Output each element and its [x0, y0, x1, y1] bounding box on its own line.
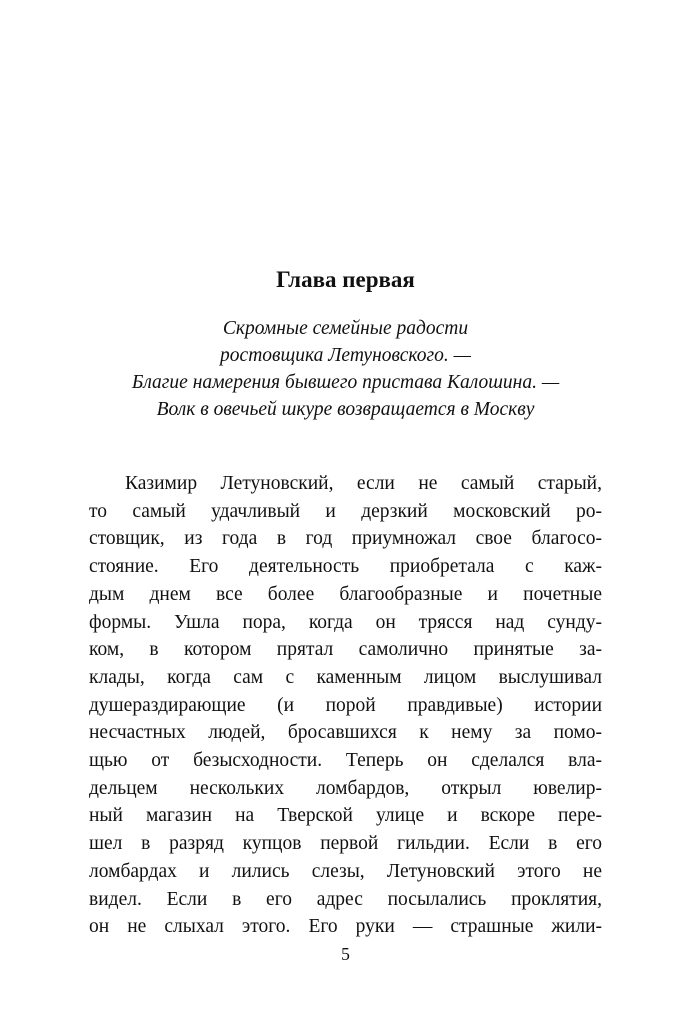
body-line: видел. Если в его адрес посылались проклятия,: [89, 888, 602, 910]
body-line: ный магазин на Тверской улице и вскоре пере-: [89, 805, 602, 827]
body-line: стовщик, из года в год приумножал свое благосо-: [89, 528, 602, 550]
epigraph-line: ростовщика Летуновского. —: [220, 345, 471, 366]
body-line: дельцем нескольких ломбардов, открыл ювелир-: [89, 777, 602, 799]
body-line: душераздирающие (и порой правдивые) истории: [89, 694, 602, 716]
body-paragraph: [89, 470, 602, 941]
epigraph-line: Благие намерения бывшего пристава Калошина. —: [131, 372, 560, 393]
body-line: щью от безысходности. Теперь он сделался вла-: [89, 750, 602, 772]
body-line: клады, когда сам с каменным лицом выслушивал: [89, 666, 602, 688]
body-line: несчастных людей, бросавшихся к нему за помо-: [89, 722, 602, 744]
body-line: шел в разряд купцов первой гильдии. Если в его: [89, 833, 602, 855]
book-page: [89, 0, 602, 941]
page-number: 5: [341, 944, 350, 964]
body-line: он не слыхал этого. Его руки — страшные жили-: [89, 916, 602, 938]
body-line: формы. Ушла пора, когда он трясся над сунду-: [89, 611, 602, 633]
epigraph-line: Скромные семейные радости: [222, 318, 469, 339]
body-line: дым днем все более благообразные и почетные: [89, 583, 602, 605]
epigraph-line: Волк в овечьей шкуре возвращается в Москву: [156, 399, 535, 420]
body-line: ломбардах и лились слезы, Летуновский этого не: [89, 860, 602, 882]
epigraph: [89, 315, 602, 423]
body-line: то самый удачливый и дерзкий московский ро-: [89, 500, 602, 522]
body-line: ком, в котором прятал самолично принятые за-: [89, 639, 602, 661]
body-line: Казимир Летуновский, если не самый старый,: [125, 473, 602, 494]
chapter-title: Глава первая: [276, 267, 415, 292]
body-line: стояние. Его деятельность приобретала с каж-: [89, 556, 602, 578]
